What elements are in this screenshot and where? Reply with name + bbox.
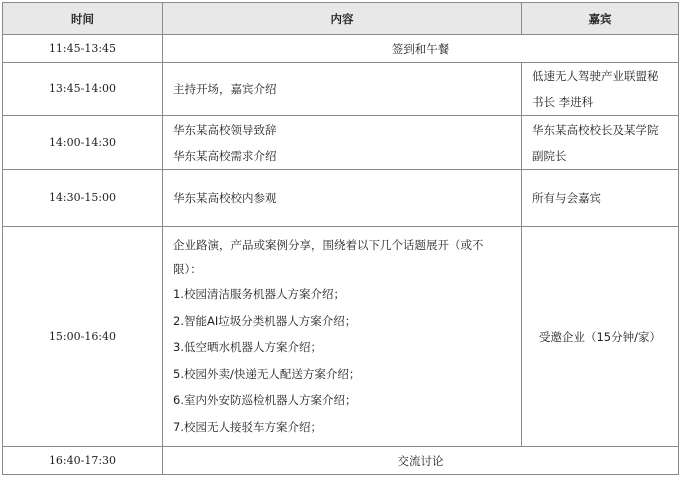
guest-cell: 受邀企业（15分钟/家）: [522, 227, 679, 447]
agenda-table: [2, 2, 679, 475]
table-row-discussion: [3, 447, 679, 475]
guest-cell: 所有与会嘉宾: [522, 170, 679, 227]
guest-line: 低速无人驾驶产业联盟秘: [532, 69, 659, 83]
header-content: 内容: [163, 3, 522, 35]
table-row-checkin: [3, 35, 679, 63]
content-cell: 主持开场，嘉宾介绍: [163, 63, 522, 116]
header-guest: 嘉宾: [522, 3, 679, 35]
list-item: 7.校园无人接驳车方案介绍；: [173, 419, 322, 434]
list-item: 6.室内外安防巡检机器人方案介绍；: [173, 393, 357, 407]
guest-line: 华东某高校校长及某学院: [532, 122, 659, 137]
content-cell: [163, 116, 522, 170]
content-line: 华东某高校需求介绍: [173, 148, 277, 163]
list-item: 1.校园清洁服务机器人方案介绍；: [173, 287, 345, 301]
list-item: 2.智能AI垃圾分类机器人方案介绍；: [173, 313, 357, 328]
table-row-roadshow: [3, 227, 679, 447]
time-cell: 14:00-14:30: [3, 116, 163, 170]
list-item: 3.低空晒水机器人方案介绍；: [173, 340, 322, 354]
time-cell: 15:00-16:40: [3, 227, 163, 447]
content-line: 限）：: [173, 262, 202, 276]
header-row: [3, 3, 679, 35]
list-item: 5.校园外卖/快递无人配送方案介绍；: [173, 366, 361, 381]
content-line: 华东某高校领导致辞: [173, 122, 277, 137]
guest-cell: [522, 116, 679, 170]
header-time: 时间: [3, 3, 163, 35]
roadshow-intro: [173, 233, 511, 281]
table-row-speech: [3, 116, 679, 170]
time-cell: 16:40-17:30: [3, 447, 163, 475]
time-cell: 11:45-13:45: [3, 35, 163, 63]
content-cell: 华东某高校校内参观: [163, 170, 522, 227]
content-cell: [163, 227, 522, 447]
time-cell: 13:45-14:00: [3, 63, 163, 116]
topic-list: [173, 281, 511, 440]
content-cell-merged: 交流讨论: [163, 447, 679, 475]
guest-cell: [522, 63, 679, 116]
guest-line: 副院长: [532, 148, 567, 163]
time-cell: 14:30-15:00: [3, 170, 163, 227]
guest-line: 书长 李进科: [532, 95, 594, 109]
table-row-tour: [3, 170, 679, 227]
content-cell-merged: 签到和午餐: [163, 35, 679, 63]
content-line: 企业路演，产品或案例分享，围绕着以下几个话题展开（或不: [173, 238, 484, 252]
table-row-opening: [3, 63, 679, 116]
